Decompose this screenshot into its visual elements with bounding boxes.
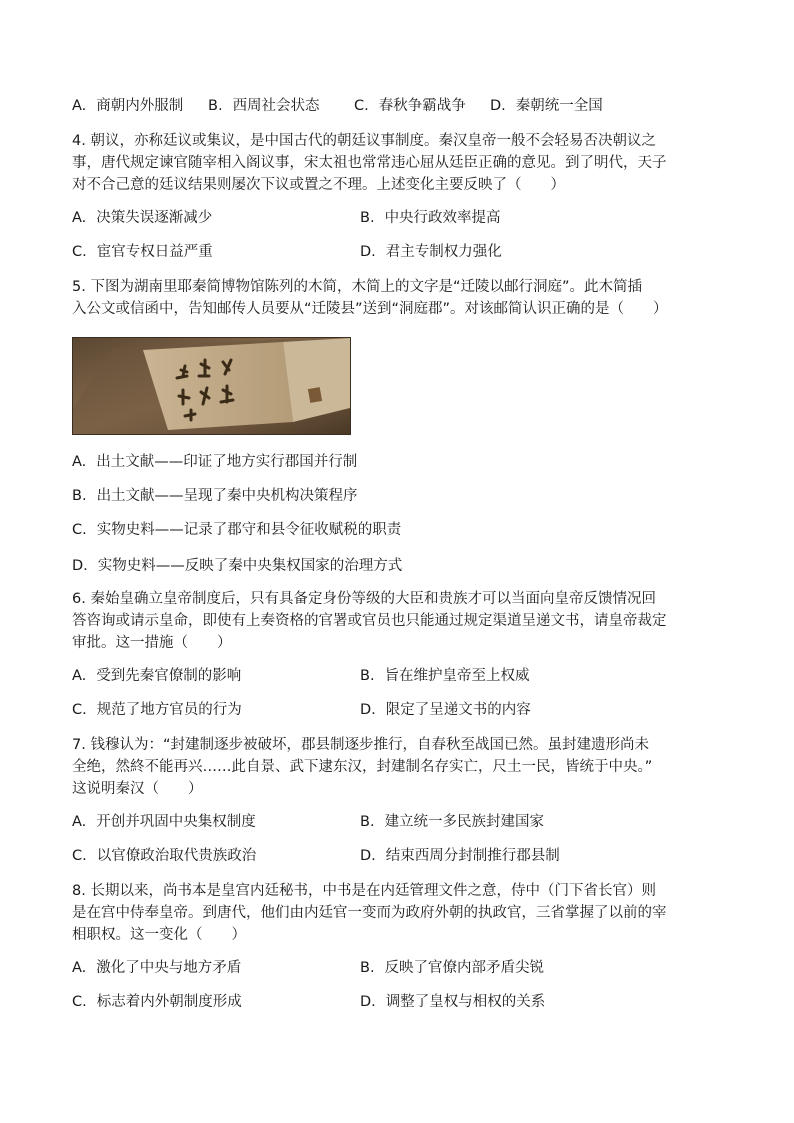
question-4-stem: [72, 130, 722, 196]
q8-option-a[interactable]: A. 激化了中央与地方矛盾: [72, 960, 242, 976]
wooden-slip-image: [73, 338, 350, 434]
q8-options-row-1: [72, 958, 722, 978]
q5-option-a[interactable]: A. 出土文献——印证了地方实行郡国并行制: [72, 454, 358, 470]
q4-option-d[interactable]: D. 君主专制权力强化: [360, 244, 502, 260]
q7-options-row-2: [72, 846, 722, 866]
q5-option-b[interactable]: B. 出土文献——呈现了秦中央机构决策程序: [72, 488, 358, 504]
q7-option-d[interactable]: D. 结束西周分封制推行郡县制: [360, 848, 560, 864]
q3-option-b[interactable]: B. 西周社会状态: [208, 98, 320, 114]
question-line: 事，唐代规定谏官随宰相入阁议事，宋太祖也常常违心屈从廷臣正确的意见。到了明代，天子: [72, 155, 667, 171]
question-line: 审批。这一措施（ ）: [72, 635, 232, 651]
q6-option-c[interactable]: C. 规范了地方官员的行为: [72, 702, 242, 718]
q7-options-row-1: [72, 812, 722, 832]
wooden-slip-photo: [72, 337, 351, 435]
question-6-stem: [72, 588, 722, 654]
q8-option-d[interactable]: D. 调整了皇权与相权的关系: [360, 994, 546, 1010]
question-line: 7. 钱穆认为：“封建制逐步被破坏，郡县制逐步推行，自春秋至战国已然。虽封建遗形尚未: [72, 737, 649, 753]
q7-option-b[interactable]: B. 建立统一多民族封建国家: [360, 814, 545, 830]
question-5-stem: [72, 276, 722, 320]
question-line: 入公文或信函中，告知邮传人员要从“迁陵县”送到“洞庭郡”。对该邮简认识正确的是（ ）: [72, 301, 668, 317]
q6-options-row-1: [72, 666, 722, 686]
q3-option-c[interactable]: C. 春秋争霸战争: [354, 98, 466, 114]
q7-option-a[interactable]: A. 开创并巩固中央集权制度: [72, 814, 256, 830]
question-line: 相职权。这一变化（ ）: [72, 927, 246, 943]
q3-option-d[interactable]: D. 秦朝统一全国: [490, 98, 603, 114]
q3-option-a[interactable]: A. 商朝内外服制: [72, 98, 184, 114]
q6-options-row-2: [72, 700, 722, 720]
question-line: 5. 下图为湖南里耶秦简博物馆陈列的木简，木简上的文字是“迁陵以邮行洞庭”。此木简插: [72, 279, 642, 295]
q8-option-c[interactable]: C. 标志着内外朝制度形成: [72, 994, 242, 1010]
q3-options: [72, 96, 722, 116]
question-line: 答咨询或请示皇命，即使有上奏资格的官署或官员也只能通过规定渠道呈递文书，请皇帝裁定: [72, 613, 667, 629]
question-line: 6. 秦始皇确立皇帝制度后，只有具备定身份等级的大臣和贵族才可以当面向皇帝反馈情况回: [72, 591, 656, 607]
question-7-stem: [72, 734, 722, 800]
q8-options-row-2: [72, 992, 722, 1012]
q4-option-a[interactable]: A. 决策失误逐渐减少: [72, 210, 213, 226]
q4-option-c[interactable]: C. 宦官专权日益严重: [72, 244, 213, 260]
q4-options-row-1: [72, 208, 722, 228]
question-line: 8. 长期以来，尚书本是皇宫内廷秘书，中书是在内廷管理文件之意，侍中（门下省长官）则: [72, 883, 656, 899]
q4-options-row-2: [72, 242, 722, 262]
question-line: 4. 朝议，亦称廷议或集议，是中国古代的朝廷议事制度。秦汉皇帝一般不会轻易否决朝议之: [72, 133, 656, 149]
question-line: 是在宫中侍奉皇帝。到唐代，他们由内廷官一变而为政府外朝的执政官，三省掌握了以前的宰: [72, 905, 667, 921]
q5-option-c[interactable]: C. 实物史料——记录了郡守和县令征收赋税的职责: [72, 522, 402, 538]
q6-option-a[interactable]: A. 受到先秦官僚制的影响: [72, 668, 242, 684]
question-8-stem: [72, 880, 722, 946]
question-line: 对不合己意的廷议结果则屡次下议或置之不理。上述变化主要反映了（ ）: [72, 177, 565, 193]
q4-option-b[interactable]: B. 中央行政效率提高: [360, 210, 501, 226]
question-line: 这说明秦汉（ ）: [72, 781, 203, 797]
q6-option-d[interactable]: D. 限定了呈递文书的内容: [360, 702, 531, 718]
q7-option-c[interactable]: C. 以官僚政治取代贵族政治: [72, 848, 257, 864]
q6-option-b[interactable]: B. 旨在维护皇帝至上权威: [360, 668, 530, 684]
question-line: 全绝，然終不能再兴……此自景、武下逮东汉，封建制名存实亡，尺土一民，皆统于中央。”: [72, 759, 653, 775]
q5-option-d[interactable]: D. 实物史料——反映了秦中央集权国家的治理方式: [72, 558, 403, 574]
q8-option-b[interactable]: B. 反映了官僚内部矛盾尖锐: [360, 960, 545, 976]
